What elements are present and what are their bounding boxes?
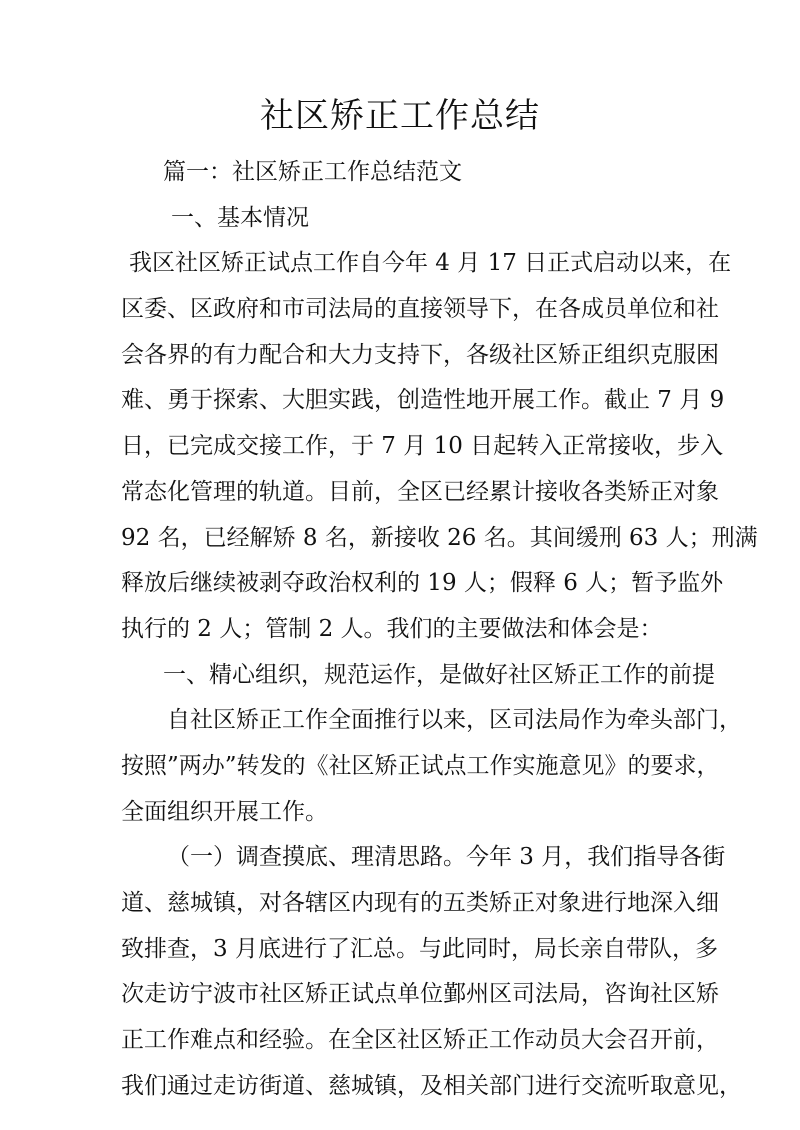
paragraph-line: 按照”两办”转发的《社区矫正试点工作实施意见》的要求， (121, 752, 720, 779)
document-title: 社区矫正工作总结 (260, 96, 540, 136)
paragraph-line: 全面组织开展工作。 (121, 798, 328, 825)
paragraph-line: 常态化管理的轨道。目前，全区已经累计接收各类矫正对象 (121, 478, 719, 505)
paragraph-line: 道、慈城镇，对各辖区内现有的五类矫正对象进行地深入细 (121, 890, 719, 916)
paragraph-line: 我区社区矫正试点工作自今年 4 月 17 日正式启动以来，在 (129, 250, 732, 277)
paragraph-line: 区委、区政府和市司法局的直接领导下，在各成员单位和社 (121, 296, 719, 323)
paragraph-line: 日，已完成交接工作，于 7 月 10 日起转入正常接收，步入 (121, 433, 724, 460)
paragraph-line: 正工作难点和经验。在全区社区矫正工作动员大会召开前， (121, 1027, 719, 1054)
paragraph-line: 次走访宁波市社区矫正试点单位鄞州区司法局，咨询社区矫 (121, 981, 719, 1008)
subsection-heading: 一、基本情况 (171, 204, 309, 231)
paragraph-line: （一）调查摸底、理清思路。今年 3 月，我们指导各街 (167, 844, 726, 871)
document-body (121, 150, 758, 1109)
paragraph-line: 会各界的有力配合和大力支持下，各级社区矫正组织克服困 (121, 341, 719, 368)
paragraph-line: 释放后继续被剥夺政治权利的 19 人；假释 6 人；暂予监外 (121, 570, 724, 597)
paragraph-line: 难、勇于探索、大胆实践，创造性地开展工作。截止 7 月 9 (121, 387, 725, 414)
paragraph-line: 我们通过走访街道、慈城镇，及相关部门进行交流听取意见， (121, 1072, 742, 1099)
paragraph-line: 致排查，3 月底进行了汇总。与此同时，局长亲自带队，多 (121, 935, 718, 962)
subsection-heading: 一、精心组织，规范运作，是做好社区矫正工作的前提 (163, 661, 715, 688)
section-heading: 篇一：社区矫正工作总结范文 (163, 159, 462, 185)
paragraph-line: 自社区矫正工作全面推行以来，区司法局作为牵头部门， (167, 707, 742, 734)
paragraph-line: 执行的 2 人；管制 2 人。我们的主要做法和体会是： (121, 615, 663, 642)
paragraph-line: 92 名，已经解矫 8 名，新接收 26 名。其间缓刑 63 人；刑满 (121, 524, 758, 551)
